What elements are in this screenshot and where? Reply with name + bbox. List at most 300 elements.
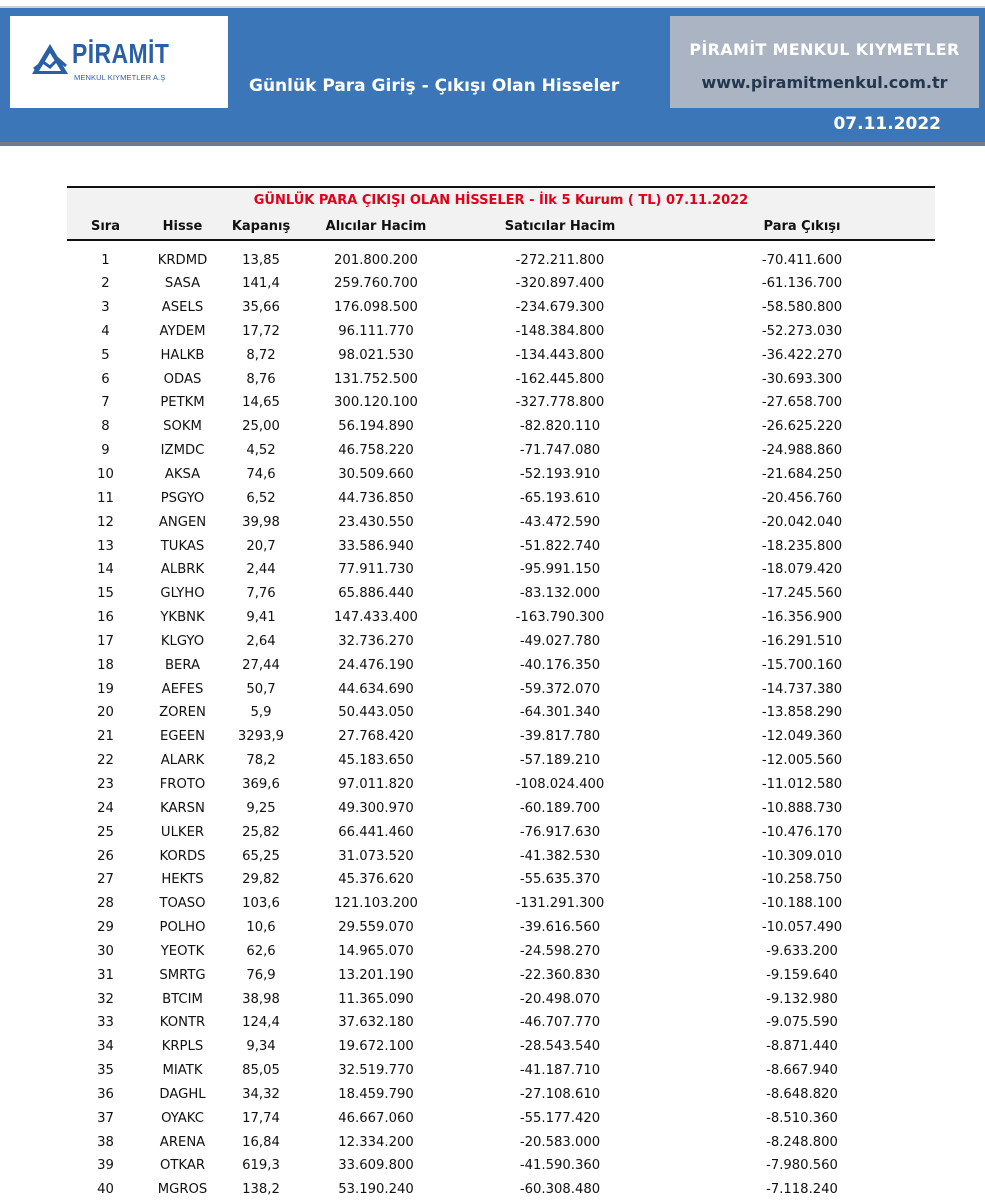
cell-para-cikisi: -8.871.440 — [766, 1039, 838, 1055]
cell-kapanis: 78,2 — [246, 753, 276, 769]
cell-alicilar-hacim: 18.459.790 — [338, 1086, 414, 1102]
cell-para-cikisi: -24.988.860 — [761, 443, 843, 459]
cell-alicilar-hacim: 31.073.520 — [338, 848, 414, 864]
cell-sira: 4 — [101, 323, 110, 339]
cell-sira: 8 — [101, 419, 110, 435]
cell-saticilar-hacim: -52.193.910 — [519, 467, 601, 483]
cell-saticilar-hacim: -20.498.070 — [519, 991, 601, 1007]
cell-saticilar-hacim: -41.187.710 — [519, 1063, 601, 1079]
cell-alicilar-hacim: 44.736.850 — [338, 490, 414, 506]
cell-alicilar-hacim: 46.667.060 — [338, 1110, 414, 1126]
cell-sira: 10 — [97, 467, 114, 483]
cell-alicilar-hacim: 46.758.220 — [338, 443, 414, 459]
cell-hisse: YEOTK — [160, 943, 205, 959]
table-row — [67, 439, 935, 463]
cell-hisse: SASA — [164, 276, 201, 292]
table-row — [67, 510, 935, 534]
cell-saticilar-hacim: -20.583.000 — [519, 1134, 601, 1150]
cell-para-cikisi: -20.042.040 — [761, 514, 843, 530]
cell-sira: 27 — [97, 872, 114, 888]
cell-saticilar-hacim: -57.189.210 — [519, 753, 601, 769]
cell-hisse: DAGHL — [159, 1086, 206, 1102]
table-row — [67, 343, 935, 367]
cell-hisse: SMRTG — [159, 967, 206, 983]
cell-saticilar-hacim: -320.897.400 — [515, 276, 605, 292]
cell-alicilar-hacim: 37.632.180 — [338, 1015, 414, 1031]
page-title: Günlük Para Giriş - Çıkışı Olan Hisseler — [249, 76, 620, 96]
pyramid-logo-icon — [30, 42, 70, 76]
cell-kapanis: 38,98 — [242, 991, 280, 1007]
cell-para-cikisi: -10.309.010 — [761, 848, 843, 864]
cell-kapanis: 8,76 — [246, 371, 276, 387]
table-row — [67, 963, 935, 987]
table-row — [67, 844, 935, 868]
cell-alicilar-hacim: 131.752.500 — [334, 371, 418, 387]
report-header — [0, 6, 985, 146]
cell-sira: 23 — [97, 776, 114, 792]
cell-sira: 40 — [97, 1182, 114, 1198]
cell-alicilar-hacim: 121.103.200 — [334, 896, 418, 912]
cell-sira: 28 — [97, 896, 114, 912]
cell-saticilar-hacim: -39.817.780 — [519, 729, 601, 745]
cell-alicilar-hacim: 45.376.620 — [338, 872, 414, 888]
cell-kapanis: 3293,9 — [237, 729, 285, 745]
cell-kapanis: 65,25 — [242, 848, 280, 864]
cell-saticilar-hacim: -60.308.480 — [519, 1182, 601, 1198]
cell-alicilar-hacim: 56.194.890 — [338, 419, 414, 435]
cell-kapanis: 16,84 — [242, 1134, 280, 1150]
cell-hisse: ULKER — [160, 824, 205, 840]
cell-alicilar-hacim: 300.120.100 — [334, 395, 418, 411]
cell-sira: 31 — [97, 967, 114, 983]
cell-alicilar-hacim: 30.509.660 — [338, 467, 414, 483]
cell-saticilar-hacim: -82.820.110 — [519, 419, 601, 435]
cell-kapanis: 25,82 — [242, 824, 280, 840]
column-header-saticilar-hacim: Satıcılar Hacim — [451, 213, 669, 240]
logo-name: PİRAMİT — [72, 38, 170, 69]
cell-para-cikisi: -10.476.170 — [761, 824, 843, 840]
cell-hisse: AKSA — [164, 467, 201, 483]
cell-kapanis: 124,4 — [242, 1015, 280, 1031]
cell-sira: 13 — [97, 538, 114, 554]
cell-hisse: KRPLS — [161, 1039, 204, 1055]
cell-saticilar-hacim: -59.372.070 — [519, 681, 601, 697]
cell-sira: 9 — [101, 443, 110, 459]
cell-kapanis: 138,2 — [242, 1182, 280, 1198]
cell-hisse: GLYHO — [160, 586, 205, 602]
table-row — [67, 1035, 935, 1059]
table-row — [67, 796, 935, 820]
cell-saticilar-hacim: -234.679.300 — [515, 300, 605, 316]
cell-para-cikisi: -8.667.940 — [766, 1063, 838, 1079]
table-row — [67, 486, 935, 510]
cell-para-cikisi: -61.136.700 — [761, 276, 843, 292]
cell-hisse: ARENA — [159, 1134, 206, 1150]
cell-alicilar-hacim: 11.365.090 — [338, 991, 414, 1007]
cell-para-cikisi: -36.422.270 — [761, 347, 843, 363]
cell-sira: 32 — [97, 991, 114, 1007]
cell-kapanis: 5,9 — [250, 705, 272, 721]
column-header-sira: Sıra — [67, 213, 144, 240]
brand-name: PİRAMİT MENKUL KIYMETLER — [689, 40, 960, 59]
cell-para-cikisi: -10.057.490 — [761, 920, 843, 936]
cell-sira: 17 — [97, 633, 114, 649]
cell-saticilar-hacim: -148.384.800 — [515, 323, 605, 339]
cell-para-cikisi: -58.580.800 — [761, 300, 843, 316]
cell-kapanis: 369,6 — [242, 776, 280, 792]
table-row — [67, 558, 935, 582]
logo-subtitle: MENKUL KIYMETLER A.Ş — [74, 73, 166, 82]
cell-alicilar-hacim: 201.800.200 — [334, 252, 418, 268]
cell-alicilar-hacim: 13.201.190 — [338, 967, 414, 983]
table-row — [67, 1106, 935, 1130]
cell-kapanis: 50,7 — [246, 681, 276, 697]
cell-hisse: KLGYO — [160, 633, 205, 649]
cell-sira: 14 — [97, 562, 114, 578]
table-row — [67, 653, 935, 677]
table-row — [67, 749, 935, 773]
cell-saticilar-hacim: -46.707.770 — [519, 1015, 601, 1031]
cell-sira: 7 — [101, 395, 110, 411]
cell-para-cikisi: -20.456.760 — [761, 490, 843, 506]
table-row — [67, 320, 935, 344]
cell-saticilar-hacim: -43.472.590 — [519, 514, 601, 530]
cell-kapanis: 9,41 — [246, 610, 276, 626]
cell-hisse: ALBRK — [160, 562, 205, 578]
cell-alicilar-hacim: 96.111.770 — [338, 323, 414, 339]
cell-hisse: EGEEN — [159, 729, 206, 745]
cell-alicilar-hacim: 259.760.700 — [334, 276, 418, 292]
cell-kapanis: 4,52 — [246, 443, 276, 459]
cell-saticilar-hacim: -108.024.400 — [515, 776, 605, 792]
cell-saticilar-hacim: -64.301.340 — [519, 705, 601, 721]
cell-sira: 25 — [97, 824, 114, 840]
cell-hisse: POLHO — [159, 920, 206, 936]
cell-hisse: HEKTS — [161, 872, 204, 888]
cell-hisse: BTCIM — [162, 991, 203, 1007]
cell-saticilar-hacim: -76.917.630 — [519, 824, 601, 840]
cell-para-cikisi: -9.633.200 — [766, 943, 838, 959]
column-header-alicilar-hacim: Alıcılar Hacim — [301, 213, 451, 240]
cell-alicilar-hacim: 24.476.190 — [338, 657, 414, 673]
cell-kapanis: 20,7 — [246, 538, 276, 554]
cell-kapanis: 27,44 — [242, 657, 280, 673]
table-row — [67, 701, 935, 725]
cell-saticilar-hacim: -39.616.560 — [519, 920, 601, 936]
table-row — [67, 677, 935, 701]
cell-saticilar-hacim: -71.747.080 — [519, 443, 601, 459]
cell-hisse: ZOREN — [159, 705, 206, 721]
cell-alicilar-hacim: 14.965.070 — [338, 943, 414, 959]
cell-saticilar-hacim: -55.635.370 — [519, 872, 601, 888]
cell-saticilar-hacim: -83.132.000 — [519, 586, 601, 602]
column-header-kapanis: Kapanış — [221, 213, 301, 240]
cell-saticilar-hacim: -41.382.530 — [519, 848, 601, 864]
data-table — [67, 213, 935, 1202]
brand-url: www.piramitmenkul.com.tr — [701, 73, 948, 92]
table-row — [67, 773, 935, 797]
cell-alicilar-hacim: 50.443.050 — [338, 705, 414, 721]
cell-alicilar-hacim: 23.430.550 — [338, 514, 414, 530]
cell-saticilar-hacim: -22.360.830 — [519, 967, 601, 983]
cell-alicilar-hacim: 45.183.650 — [338, 753, 414, 769]
cell-hisse: TUKAS — [160, 538, 205, 554]
cell-kapanis: 74,6 — [246, 467, 276, 483]
cell-saticilar-hacim: -134.443.800 — [515, 347, 605, 363]
cell-hisse: FROTO — [159, 776, 206, 792]
cell-sira: 24 — [97, 800, 114, 816]
table-row — [67, 240, 935, 272]
table-row — [67, 939, 935, 963]
cell-kapanis: 35,66 — [242, 300, 280, 316]
cell-alicilar-hacim: 49.300.970 — [338, 800, 414, 816]
table-row — [67, 1130, 935, 1154]
cell-kapanis: 17,74 — [242, 1110, 280, 1126]
cell-para-cikisi: -9.075.590 — [766, 1015, 838, 1031]
cell-hisse: ODAS — [163, 371, 202, 387]
cell-sira: 15 — [97, 586, 114, 602]
cell-kapanis: 25,00 — [242, 419, 280, 435]
report-date: 07.11.2022 — [833, 114, 941, 134]
company-logo — [10, 16, 228, 108]
cell-para-cikisi: -10.188.100 — [761, 896, 843, 912]
cell-saticilar-hacim: -51.822.740 — [519, 538, 601, 554]
cell-para-cikisi: -18.235.800 — [761, 538, 843, 554]
cell-sira: 1 — [101, 252, 110, 268]
cell-alicilar-hacim: 27.768.420 — [338, 729, 414, 745]
cell-para-cikisi: -8.248.800 — [766, 1134, 838, 1150]
cell-hisse: KARSN — [160, 800, 205, 816]
cell-para-cikisi: -10.258.750 — [761, 872, 843, 888]
cell-sira: 18 — [97, 657, 114, 673]
cell-hisse: PSGYO — [160, 490, 205, 506]
cell-hisse: BERA — [164, 657, 201, 673]
cell-sira: 29 — [97, 920, 114, 936]
cell-para-cikisi: -9.132.980 — [766, 991, 838, 1007]
table-row — [67, 1011, 935, 1035]
cell-sira: 5 — [101, 347, 110, 363]
cell-kapanis: 2,44 — [246, 562, 276, 578]
cell-sira: 6 — [101, 371, 110, 387]
cell-kapanis: 141,4 — [242, 276, 280, 292]
cell-saticilar-hacim: -95.991.150 — [519, 562, 601, 578]
cell-alicilar-hacim: 32.736.270 — [338, 633, 414, 649]
column-header-para-cikisi: Para Çıkışı — [669, 213, 935, 240]
cell-hisse: ASELS — [161, 300, 204, 316]
cell-hisse: MGROS — [157, 1182, 208, 1198]
cell-kapanis: 9,34 — [246, 1039, 276, 1055]
cell-saticilar-hacim: -55.177.420 — [519, 1110, 601, 1126]
cell-sira: 30 — [97, 943, 114, 959]
cell-kapanis: 29,82 — [242, 872, 280, 888]
cell-alicilar-hacim: 65.886.440 — [338, 586, 414, 602]
table-row — [67, 987, 935, 1011]
cell-sira: 20 — [97, 705, 114, 721]
table-row — [67, 272, 935, 296]
cell-alicilar-hacim: 44.634.690 — [338, 681, 414, 697]
table-row — [67, 630, 935, 654]
cell-sira: 39 — [97, 1158, 114, 1174]
cell-sira: 22 — [97, 753, 114, 769]
cell-sira: 21 — [97, 729, 114, 745]
cell-alicilar-hacim: 29.559.070 — [338, 920, 414, 936]
cell-para-cikisi: -7.980.560 — [766, 1158, 838, 1174]
cell-para-cikisi: -13.858.290 — [761, 705, 843, 721]
cell-sira: 26 — [97, 848, 114, 864]
cell-para-cikisi: -14.737.380 — [761, 681, 843, 697]
cell-kapanis: 17,72 — [242, 323, 280, 339]
cell-kapanis: 39,98 — [242, 514, 280, 530]
cell-alicilar-hacim: 53.190.240 — [338, 1182, 414, 1198]
table-row — [67, 892, 935, 916]
cell-alicilar-hacim: 19.672.100 — [338, 1039, 414, 1055]
table-row — [67, 606, 935, 630]
table-row — [67, 296, 935, 320]
cell-sira: 3 — [101, 300, 110, 316]
cell-kapanis: 6,52 — [246, 490, 276, 506]
cell-sira: 2 — [101, 276, 110, 292]
table-row — [67, 415, 935, 439]
cell-sira: 12 — [97, 514, 114, 530]
cell-para-cikisi: -16.291.510 — [761, 633, 843, 649]
table-row — [67, 582, 935, 606]
cell-kapanis: 619,3 — [242, 1158, 280, 1174]
cell-para-cikisi: -7.118.240 — [766, 1182, 838, 1198]
cell-hisse: TOASO — [159, 896, 206, 912]
cell-para-cikisi: -8.648.820 — [766, 1086, 838, 1102]
cell-kapanis: 103,6 — [242, 896, 280, 912]
cell-alicilar-hacim: 66.441.460 — [338, 824, 414, 840]
cell-alicilar-hacim: 12.334.200 — [338, 1134, 414, 1150]
cell-hisse: KONTR — [159, 1015, 206, 1031]
cell-kapanis: 13,85 — [242, 252, 280, 268]
table-row — [67, 1178, 935, 1202]
cell-saticilar-hacim: -27.108.610 — [519, 1086, 601, 1102]
cell-saticilar-hacim: -272.211.800 — [515, 252, 605, 268]
cell-saticilar-hacim: -41.590.360 — [519, 1158, 601, 1174]
cell-saticilar-hacim: -327.778.800 — [515, 395, 605, 411]
cell-para-cikisi: -10.888.730 — [761, 800, 843, 816]
cell-saticilar-hacim: -24.598.270 — [519, 943, 601, 959]
table-row — [67, 916, 935, 940]
cell-saticilar-hacim: -131.291.300 — [515, 896, 605, 912]
cell-para-cikisi: -16.356.900 — [761, 610, 843, 626]
table-row — [67, 391, 935, 415]
cell-hisse: KORDS — [159, 848, 206, 864]
cell-kapanis: 9,25 — [246, 800, 276, 816]
cell-para-cikisi: -11.012.580 — [761, 776, 843, 792]
table-row — [67, 1083, 935, 1107]
table-header-row — [67, 213, 935, 240]
cell-alicilar-hacim: 97.011.820 — [338, 776, 414, 792]
cell-kapanis: 85,05 — [242, 1063, 280, 1079]
cell-alicilar-hacim: 33.586.940 — [338, 538, 414, 554]
cell-para-cikisi: -70.411.600 — [761, 252, 843, 268]
cell-alicilar-hacim: 147.433.400 — [334, 610, 418, 626]
table-row — [67, 463, 935, 487]
cell-hisse: KRDMD — [157, 252, 208, 268]
cell-para-cikisi: -8.510.360 — [766, 1110, 838, 1126]
table-row — [67, 367, 935, 391]
cell-para-cikisi: -15.700.160 — [761, 657, 843, 673]
cell-para-cikisi: -21.684.250 — [761, 467, 843, 483]
cell-alicilar-hacim: 98.021.530 — [338, 347, 414, 363]
cell-saticilar-hacim: -162.445.800 — [515, 371, 605, 387]
cell-hisse: AEFES — [161, 681, 204, 697]
cell-hisse: IZMDC — [160, 443, 205, 459]
table-title: GÜNLÜK PARA ÇIKIŞI OLAN HİSSELER - İlk 5 Kurum ( TL) 07.11.2022 — [67, 186, 935, 213]
cell-hisse: MIATK — [162, 1063, 203, 1079]
table-row — [67, 1154, 935, 1178]
cell-sira: 36 — [97, 1086, 114, 1102]
column-header-hisse: Hisse — [144, 213, 221, 240]
cell-para-cikisi: -30.693.300 — [761, 371, 843, 387]
table-row — [67, 534, 935, 558]
cell-kapanis: 10,6 — [246, 920, 276, 936]
table-row — [67, 868, 935, 892]
table-row — [67, 1059, 935, 1083]
cell-kapanis: 8,72 — [246, 347, 276, 363]
cell-sira: 35 — [97, 1063, 114, 1079]
cell-para-cikisi: -27.658.700 — [761, 395, 843, 411]
cell-hisse: AYDEM — [159, 323, 206, 339]
cell-sira: 16 — [97, 610, 114, 626]
cell-para-cikisi: -18.079.420 — [761, 562, 843, 578]
cell-para-cikisi: -12.049.360 — [761, 729, 843, 745]
cell-para-cikisi: -52.273.030 — [761, 323, 843, 339]
table-row — [67, 725, 935, 749]
cell-sira: 19 — [97, 681, 114, 697]
cell-hisse: HALKB — [160, 347, 205, 363]
cell-saticilar-hacim: -28.543.540 — [519, 1039, 601, 1055]
cell-kapanis: 7,76 — [246, 586, 276, 602]
cell-hisse: OYAKC — [161, 1110, 204, 1126]
cell-sira: 38 — [97, 1134, 114, 1150]
cell-kapanis: 2,64 — [246, 633, 276, 649]
cell-hisse: OTKAR — [159, 1158, 206, 1174]
cell-para-cikisi: -9.159.640 — [766, 967, 838, 983]
cell-para-cikisi: -26.625.220 — [761, 419, 843, 435]
cell-alicilar-hacim: 32.519.770 — [338, 1063, 414, 1079]
cell-sira: 11 — [97, 490, 114, 506]
cell-saticilar-hacim: -65.193.610 — [519, 490, 601, 506]
cell-para-cikisi: -17.245.560 — [761, 586, 843, 602]
cell-kapanis: 76,9 — [246, 967, 276, 983]
cell-saticilar-hacim: -40.176.350 — [519, 657, 601, 673]
cell-hisse: ALARK — [160, 753, 205, 769]
cell-hisse: ANGEN — [158, 514, 207, 530]
cell-hisse: YKBNK — [160, 610, 205, 626]
cell-alicilar-hacim: 33.609.800 — [338, 1158, 414, 1174]
cell-hisse: PETKM — [160, 395, 205, 411]
cell-kapanis: 62,6 — [246, 943, 276, 959]
cell-alicilar-hacim: 176.098.500 — [334, 300, 418, 316]
cell-kapanis: 14,65 — [242, 395, 280, 411]
cell-saticilar-hacim: -49.027.780 — [519, 633, 601, 649]
brand-box — [670, 16, 979, 108]
cell-saticilar-hacim: -60.189.700 — [519, 800, 601, 816]
cell-sira: 37 — [97, 1110, 114, 1126]
cell-sira: 33 — [97, 1015, 114, 1031]
cell-saticilar-hacim: -163.790.300 — [515, 610, 605, 626]
cell-para-cikisi: -12.005.560 — [761, 753, 843, 769]
cell-kapanis: 34,32 — [242, 1086, 280, 1102]
table-body — [67, 240, 935, 1202]
cell-sira: 34 — [97, 1039, 114, 1055]
cell-hisse: SOKM — [163, 419, 202, 435]
table-row — [67, 820, 935, 844]
cell-alicilar-hacim: 77.911.730 — [338, 562, 414, 578]
